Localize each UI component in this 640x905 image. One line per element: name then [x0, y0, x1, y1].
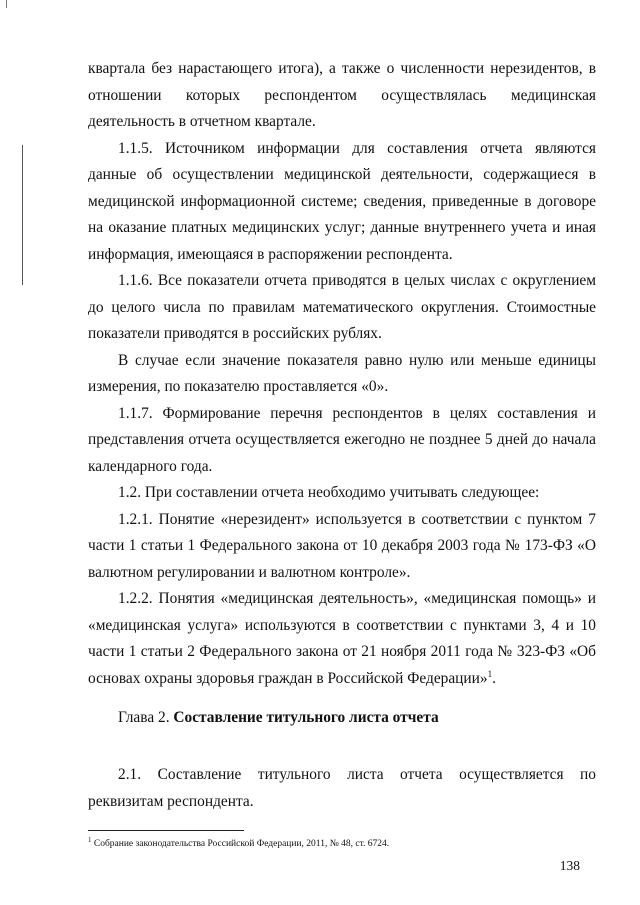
footnote-divider	[88, 830, 244, 831]
margin-line	[22, 145, 23, 285]
paragraph-2-1: 2.1. Составление титульного листа отчета осуществляется по реквизитам респондента.	[88, 766, 596, 810]
paragraph-1-1-6: 1.1.6. Все показатели отчета приводятся в целых числах с округлением до целого числа по правилам математического округления. Стоимостные показатели приводятся в российских рублях.	[88, 272, 596, 342]
paragraph-1-1-7: 1.1.7. Формирование перечня респондентов в целях составления и представления отчета осуществляется ежегодно не позднее 5 дней до начала календарного года.	[88, 404, 596, 475]
footnote-ref[interactable]: 1	[487, 668, 493, 679]
chapter-body	[88, 762, 596, 815]
paragraph-1-2-2-text: 1.2.2. Понятия «медицинская деятельность», «медицинская помощь» и «медицинская услуга» используются в соответствии с пунктами 3, 4 и 10 части 1 статьи 2 Федерального закона от 21 ноября 2011 года № 323-ФЗ «Об основах охраны здоровья граждан в Российской Федерации»	[88, 590, 596, 687]
paragraph-1-2-2: 1.2.2. Понятия «медицинская деятельность», «медицинская помощь» и «медицинская услуга» используются в соответствии с пунктами 3, 4 и 10 части 1 статьи 2 Федерального закона от 21 ноября 2011 года № 323-ФЗ «Об основах охраны здоровья граждан в Российской Федерации»$^1$.	[88, 590, 596, 687]
footnote-text: Собрание законодательства Российской Федерации, 2011, № 48, ст. 6724.	[93, 839, 390, 849]
chapter-title: Составление титульного листа отчета	[173, 709, 439, 726]
scan-mark	[6, 0, 7, 8]
chapter-heading	[118, 705, 439, 732]
footnote-mark: 1	[88, 835, 92, 844]
body-text	[88, 56, 596, 692]
paragraph-continuation: квартала без нарастающего итога), а также о численности нерезидентов, в отношении которых респондентом осуществлялась медицинская деятельность в отчетном квартале.	[88, 60, 596, 130]
paragraph-zero-value: В случае если значение показателя равно нулю или меньше единицы измерения, по показателю проставляется «0».	[88, 351, 596, 395]
page-number: 138	[559, 858, 580, 873]
paragraph-1-2-1: 1.2.1. Понятие «нерезидент» используется в соответствии с пунктом 7 части 1 статьи 1 Федерального закона от 10 декабря 2003 года № 173-ФЗ «О валютном регулировании и валютном контроле».	[88, 510, 596, 581]
paragraph-1-1-5: 1.1.5. Источником информации для составления отчета являются данные об осуществлении медицинской деятельности, содержащиеся в медицинской информационной системе; сведения, приведенные в договоре на оказание платных медицинских услуг; данные внутреннего учета и иная информация, имеющаяся в распоряжении респондента.	[88, 139, 596, 263]
chapter-prefix: Глава 2.	[118, 709, 170, 726]
footnote	[88, 835, 390, 850]
paragraph-1-2: 1.2. При составлении отчета необходимо учитывать следующее:	[118, 484, 540, 501]
